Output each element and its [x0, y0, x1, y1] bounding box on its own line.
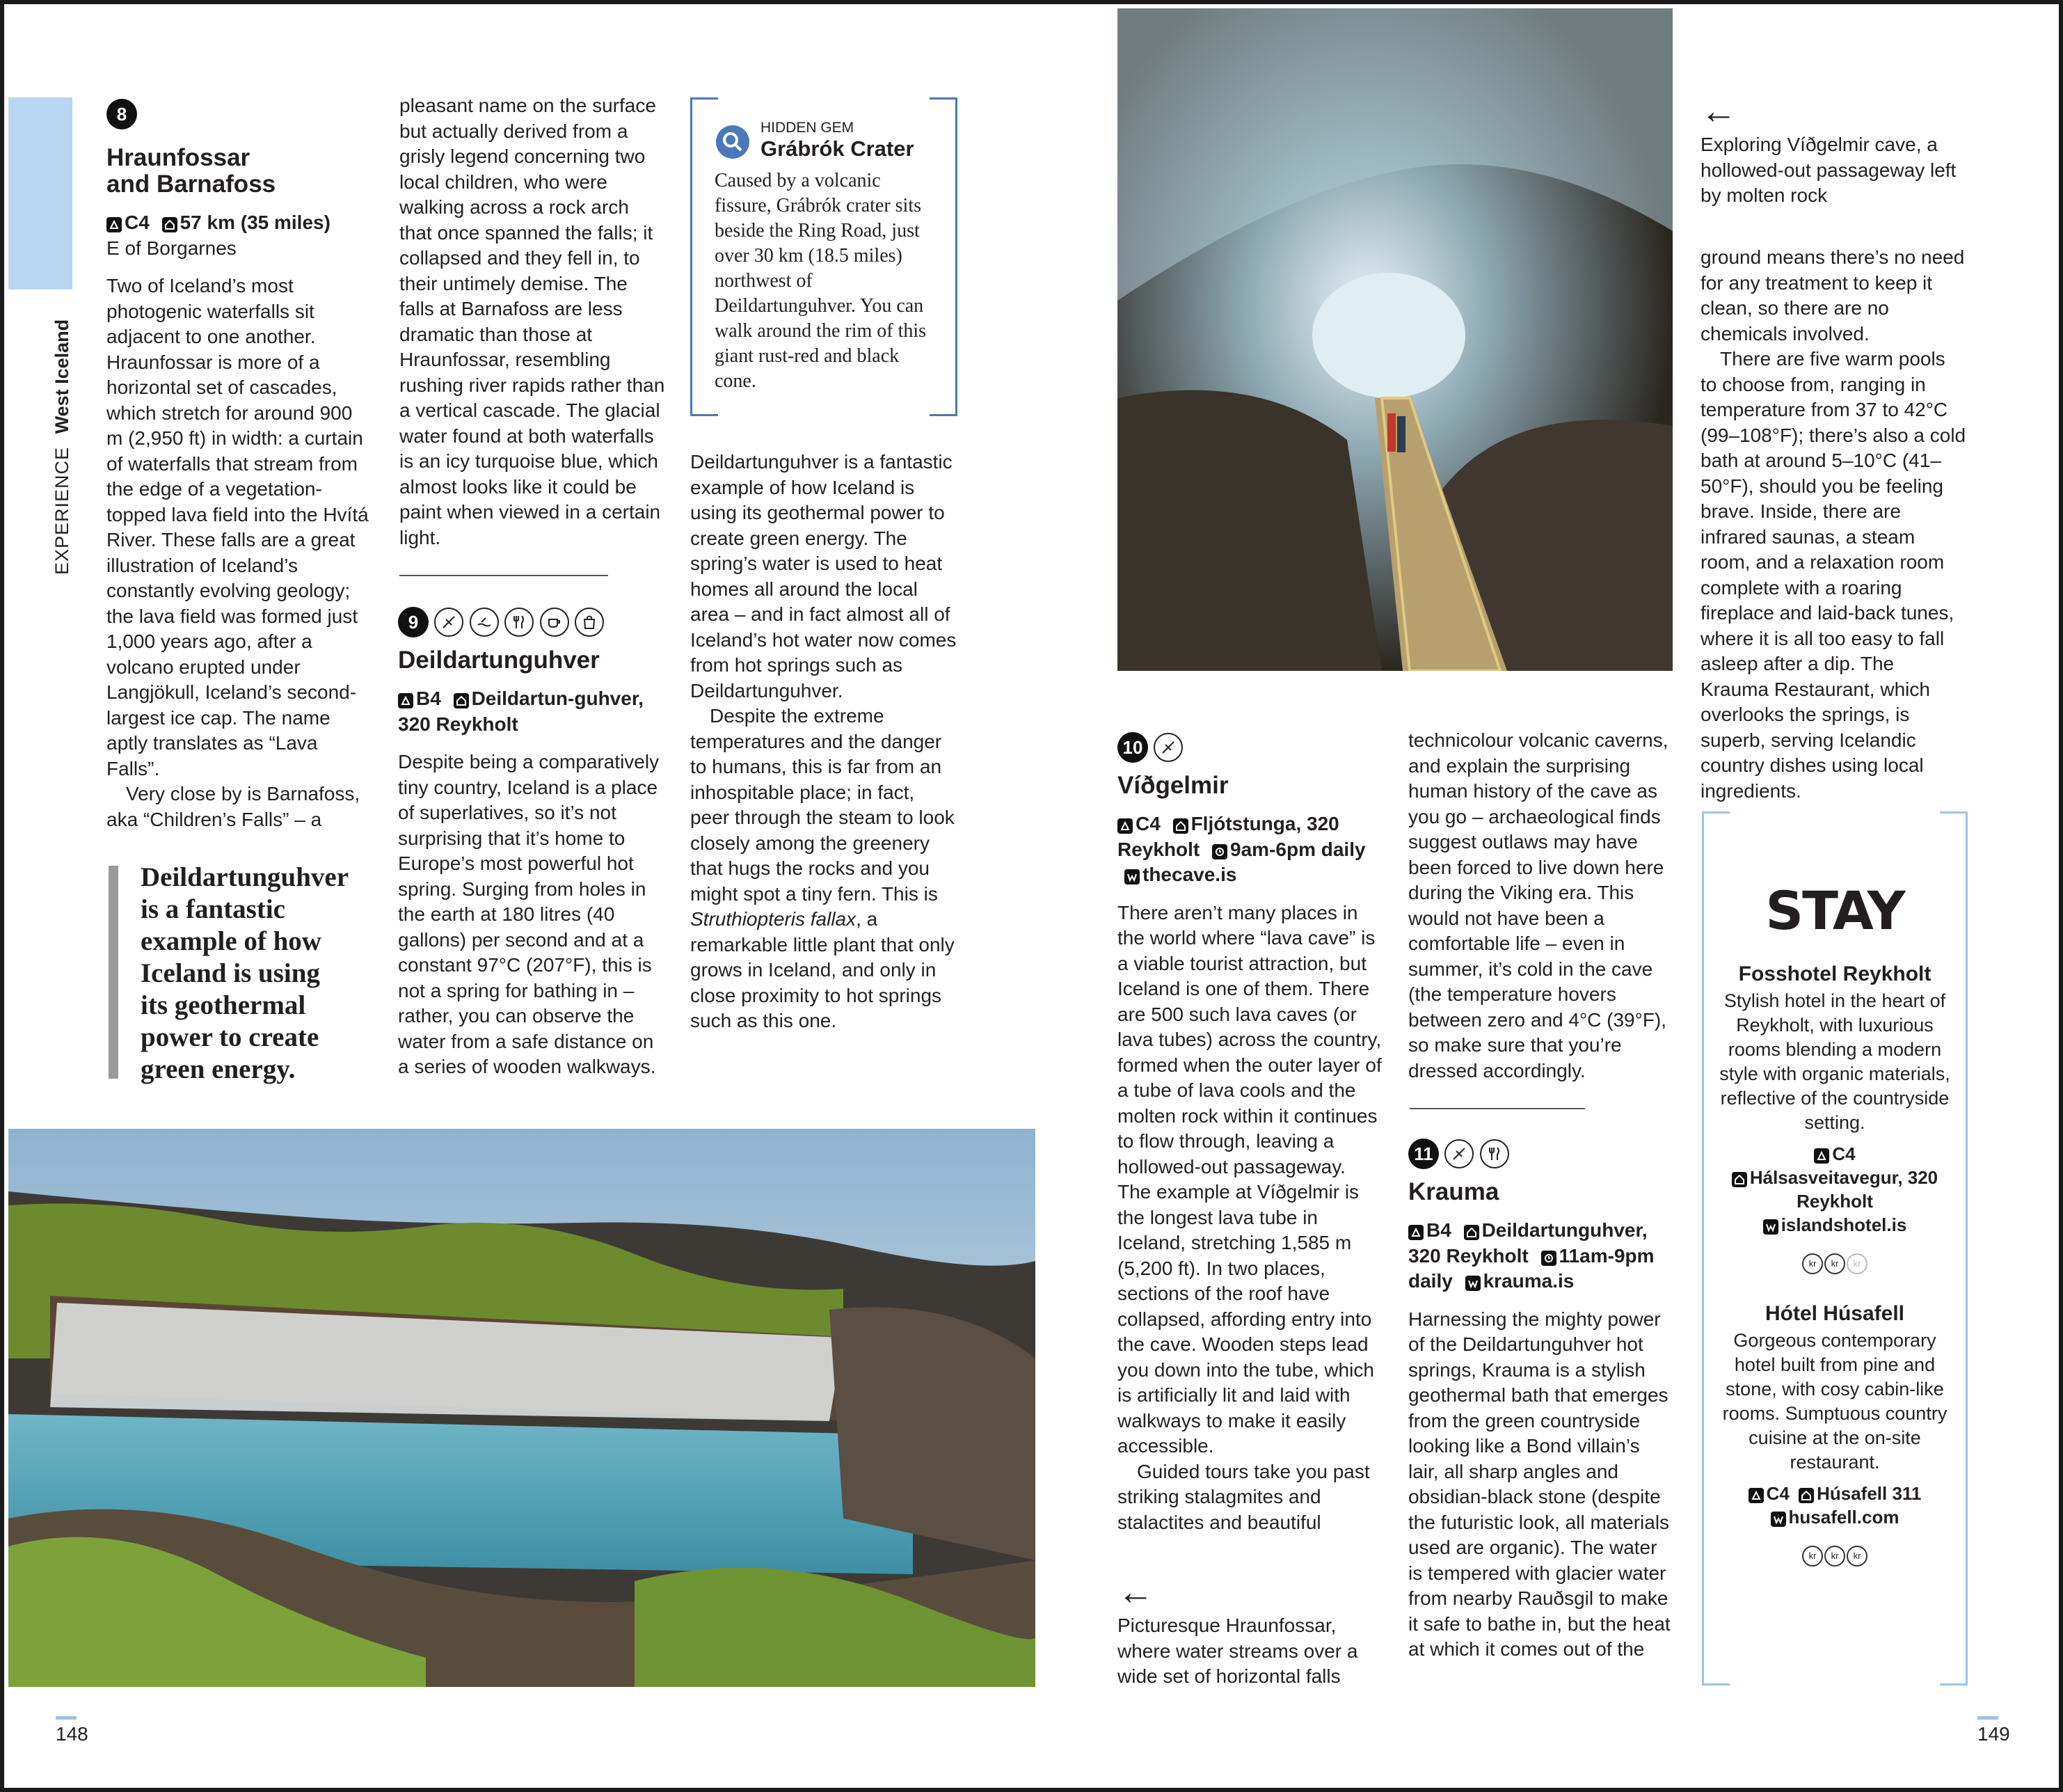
entry-header-icons: [1117, 732, 1382, 763]
entry-title-line1: Hraunfossar: [106, 144, 250, 171]
hotel-1: [1719, 962, 1950, 1274]
magnifier-icon: [716, 125, 749, 159]
entry-number-badge: 9: [398, 607, 429, 637]
meta-location: Deildartun-guhver, 320 Reykholt: [398, 688, 644, 735]
shop-icon: [575, 608, 604, 637]
box-corner: [1940, 1683, 1968, 1686]
stay-heading: STAY: [1765, 880, 1904, 942]
map-grid-icon: [398, 693, 413, 708]
hotel-description: Gorgeous contemporary hotel built from pine and stone, with cosy cabin-like rooms. Sumptuous country cuisine at the on-site restaurant.: [1722, 1330, 1947, 1473]
web-icon: [1771, 1512, 1786, 1527]
caption-text: Exploring Víðgelmir cave, a hollowed-out passageway left by molten rock: [1700, 134, 1957, 206]
entry-paragraph: Despite being a comparatively tiny country, Iceland is a place of superlatives, so it’s not surprising that it’s home to Europe’s most powerful hot spring. Surging from holes in the earth at 180 litres (40 gallons) per second and at a constant 97°C (207°F), this is not a spring for bathing in – rather, you can observe the water from a safe distance on a series of wooden walkways.: [398, 751, 660, 1077]
hotel-name: Fosshotel Reykholt: [1738, 962, 1931, 985]
price-symbol: kr: [1824, 1253, 1845, 1274]
hidden-gem-kicker: HIDDEN GEM: [760, 120, 854, 136]
cafe-icon: [540, 608, 569, 637]
meta-web[interactable]: thecave.is: [1142, 864, 1237, 885]
swimming-icon: [470, 608, 499, 637]
hiking-icon: [434, 608, 463, 637]
web-icon: [1763, 1219, 1778, 1235]
box-corner: [1702, 811, 1730, 814]
entry-number-badge: 10: [1117, 732, 1148, 763]
entry-8-continued: [399, 93, 665, 550]
map-grid-icon: [1117, 818, 1133, 834]
hotel-address: Húsafell 311: [1817, 1483, 1922, 1504]
entry-divider: [399, 575, 608, 576]
clock-icon: [1541, 1251, 1556, 1266]
hotel-grid: C4: [1832, 1143, 1856, 1164]
entry-text: , a remarkable little plant that only grows in Iceland, and only in close proximity to hot springs such as this one.: [690, 908, 955, 1031]
entry-title: Krauma: [1408, 1178, 1499, 1205]
meta-hours: 9am-6pm daily: [1230, 838, 1366, 860]
entry-paragraph: Very close by is Barnafoss, aka “Children’s Falls” – a: [106, 783, 360, 830]
stay-inner: [1719, 880, 1950, 1594]
entry-number-badge: 8: [106, 99, 137, 129]
hotel-web[interactable]: husafell.com: [1788, 1507, 1899, 1528]
meta-web[interactable]: krauma.is: [1483, 1270, 1575, 1292]
entry-meta: [106, 210, 371, 261]
restaurant-icon: [504, 608, 534, 637]
entry-meta: [398, 686, 665, 737]
box-corner: [930, 97, 957, 100]
location-icon: [1464, 1225, 1479, 1240]
stay-box: [1702, 811, 1968, 1686]
price-symbol: kr: [1847, 1546, 1867, 1567]
falls-caption: [1117, 1572, 1382, 1690]
hotel-name: Hótel Húsafell: [1765, 1302, 1905, 1325]
location-icon: [1732, 1172, 1747, 1187]
entry-title-line2: and Barnafoss: [106, 171, 276, 198]
price-rating: [1719, 1546, 1950, 1567]
price-symbol: kr: [1824, 1546, 1845, 1567]
map-grid-icon: [106, 217, 122, 232]
map-grid-icon: [1814, 1148, 1829, 1164]
location-icon: [162, 217, 177, 232]
price-rating: [1719, 1253, 1950, 1274]
meta-location-2: E of Borgarnes: [106, 237, 237, 259]
entry-meta: [1408, 1218, 1674, 1294]
caption-text: Picturesque Hraunfossar, where water streams over a wide set of horizontal falls: [1117, 1615, 1358, 1687]
hidden-gem-box: [690, 97, 957, 416]
entry-paragraph: pleasant name on the surface but actually derived from a grisly legend concerning two local children, who were walking across a rock arch that once spanned the falls; it collapsed and they fell in, to their untimely demise. The falls at Barnafoss are less dramatic than those at Hraunfossar, resembling rushing river rapids rather than a vertical cascade. The glacial water found at both waterfalls is an icy turquoise blue, which almost looks like it could be paint when viewed in a certain light.: [399, 95, 665, 548]
web-icon: [1124, 869, 1140, 885]
entry-title: Deildartunguhver: [398, 647, 600, 674]
entry-8: [106, 99, 371, 832]
hotel-address: Hálsasveitavegur, 320 Reykholt: [1749, 1167, 1938, 1212]
entry-9: [398, 607, 665, 1080]
entry-paragraph: [690, 704, 957, 1034]
location-icon: [1799, 1488, 1814, 1503]
page-number-left: 148: [56, 1723, 88, 1745]
page-number-accent-right: [1977, 1716, 1998, 1720]
entry-10: [1117, 732, 1382, 1535]
box-corner: [690, 414, 718, 416]
page-number-right: 149: [1977, 1723, 2010, 1745]
location-icon: [1173, 818, 1188, 834]
entry-number-badge: 11: [1408, 1139, 1439, 1169]
pull-quote-bar: [109, 866, 118, 1079]
box-corner: [930, 414, 957, 416]
entry-paragraph: Deildartunguhver is a fantastic example of how Iceland is using its geothermal power to create green energy. The spring’s water is used to heat homes all around the local area – and in fact almost all of Iceland’s hot water now comes from hot springs such as Deildartunguhver.: [690, 451, 957, 701]
entry-paragraph: There aren’t many places in the world where “lava cave” is a viable tourist attraction, but Iceland is one of them. There are 500 such lava caves (or lava tubes) across the country, formed when the outer layer of a tube of lava cools and the molten rock within it continues to flow through, leaving a hollowed-out passageway. The example at Víðgelmir is the longest lava tube in Iceland, stretching 1,585 m (5,200 ft). In two places, sections of the roof have collapsed, affording entry into the cave. Wooden steps lead you down into the tube, which is artificially lit and laid with walkways to make it easily accessible.: [1117, 901, 1382, 1457]
hiking-icon: [1444, 1139, 1474, 1168]
entry-paragraph: ground means there’s no need for any treatment to keep it clean, so there are no chemicals involved.: [1700, 246, 1965, 344]
location-icon: [454, 693, 469, 708]
hotel-meta: [1719, 1142, 1950, 1237]
section-tab: [8, 97, 72, 290]
meta-grid: B4: [416, 688, 441, 709]
map-grid-icon: [1408, 1225, 1424, 1240]
hotel-grid: C4: [1766, 1483, 1790, 1504]
page-number-accent-left: [56, 1716, 77, 1720]
hotel-web[interactable]: islandshotel.is: [1781, 1214, 1907, 1235]
price-symbol: kr: [1802, 1253, 1823, 1274]
entry-paragraph: Harnessing the mighty power of the Deildartunguhver hot springs, Krauma is a stylish geothermal bath that emerges from the green countryside looking like a Bond villain’s lair, all sharp angles and obsidian-black stone (despite the futuristic look, all materials used are organic). The water is tempered with glacier water from nearby Rauðsgil to make it safe to bathe in, but the heat at which it comes out of the: [1408, 1308, 1671, 1660]
hiking-icon: [1154, 733, 1183, 762]
meta-hours: 11am-9pm daily: [1408, 1244, 1655, 1292]
meta-grid: C4: [125, 212, 150, 233]
entry-11-continued: [1700, 245, 1966, 804]
meta-location: Deildartunguhver, 320 Reykholt: [1408, 1219, 1648, 1267]
arrow-left-icon: ←: [1117, 1572, 1154, 1612]
price-symbol-inactive: kr: [1847, 1253, 1867, 1274]
entry-text: Despite the extreme temperatures and the danger to humans, this is far from an inhospitable place; in fact, peer through the steam to look closely among the greenery that hugs the rocks and you might spot a tiny fern. This is: [690, 705, 955, 905]
running-head: [51, 319, 73, 575]
species-name: Struthiopteris fallax: [690, 908, 857, 930]
entry-paragraph: Guided tours take you past striking stalagmites and stalactites and beautiful: [1117, 1460, 1370, 1533]
hotel-meta: [1719, 1482, 1950, 1529]
hotel-2: [1719, 1302, 1950, 1567]
entry-header-icons: [1408, 1139, 1674, 1169]
meta-grid: B4: [1426, 1219, 1451, 1241]
running-head-section: EXPERIENCE: [51, 446, 72, 575]
price-symbol: kr: [1802, 1546, 1823, 1567]
pull-quote: Deildartunguhver is a fantastic example of how Iceland is using its geothermal power to create green energy.: [141, 862, 349, 1084]
meta-grid: C4: [1136, 813, 1161, 834]
entry-title: Víðgelmir: [1117, 772, 1229, 799]
entry-9-continued: [690, 450, 957, 1034]
restaurant-icon: [1480, 1139, 1509, 1168]
entry-title: [106, 145, 371, 198]
entry-10-continued: [1408, 728, 1674, 1084]
map-grid-icon: [1749, 1488, 1764, 1503]
entry-meta: [1117, 811, 1382, 888]
box-corner: [1940, 811, 1968, 814]
hidden-gem-text: Caused by a volcanic fissure, Grábrók crater sits beside the Ring Road, just over 30 km (18.5 miles) northwest of Deildartunguhver. You can walk around the rim of this giant rust-red and black cone.: [715, 170, 927, 392]
entry-paragraph: technicolour volcanic caverns, and explain the surprising human history of the cave as you go – archaeological finds suggest outlaws may have been forced to live down here during the Viking era. This would not have been a comfortable life – even in summer, it’s cold in the cave (the temperature hovers between zero and 4°C (39°F), so make sure that you’re dressed accordingly.: [1408, 729, 1668, 1081]
hraunfossar-photo: [8, 1129, 1035, 1687]
clock-icon: [1212, 844, 1227, 859]
cave-caption: [1700, 91, 1965, 209]
hotel-description: Stylish hotel in the heart of Reykholt, with luxurious rooms blending a modern style with organic materials, reflective of the countryside setting.: [1719, 990, 1950, 1133]
entry-header-icons: [398, 607, 665, 637]
box-corner: [690, 97, 718, 100]
entry-paragraph: There are five warm pools to choose from, ranging in temperature from 37 to 42°C (99–108°F); there’s also a cold bath at around 5–10°C (41–50°F), should you be feeling brave. Inside, there are infrared saunas, a steam room, and a relaxation room complete with a roaring fireplace and laid-back tunes, where it is all too easy to fall asleep after a dip. The Krauma Restaurant, which overlooks the springs, is superb, serving Icelandic country dishes using local ingredients.: [1700, 348, 1966, 802]
entry-divider: [1410, 1108, 1585, 1109]
entry-paragraph: Two of Iceland’s most photogenic waterfalls sit adjacent to one another. Hraunfossar is more of a horizontal set of cascades, which stretch for around 900 m (2,950 ft) in width: a curtain of waterfalls that stream from the edge of a vegetation-topped lava field into the Hvítá River. These falls are a great illustration of Iceland’s constantly evolving geology; the lava field was formed just 1,000 years ago, after a volcano erupted under Langjökull, Iceland’s second-largest ice cap. The name aptly translates as “Lava Falls”.: [106, 275, 369, 779]
vidgelmir-cave-photo: [1117, 8, 1673, 671]
hidden-gem-title: Grábrók Crater: [760, 136, 914, 161]
running-head-region: West Iceland: [51, 319, 72, 434]
meta-location: 57 km (35 miles): [180, 212, 330, 233]
web-icon: [1465, 1276, 1481, 1291]
box-corner: [1702, 1683, 1730, 1686]
meta-location: Fljótstunga, 320 Reykholt: [1117, 813, 1339, 860]
entry-11: [1408, 1139, 1674, 1663]
arrow-left-icon: ←: [1700, 91, 1737, 132]
